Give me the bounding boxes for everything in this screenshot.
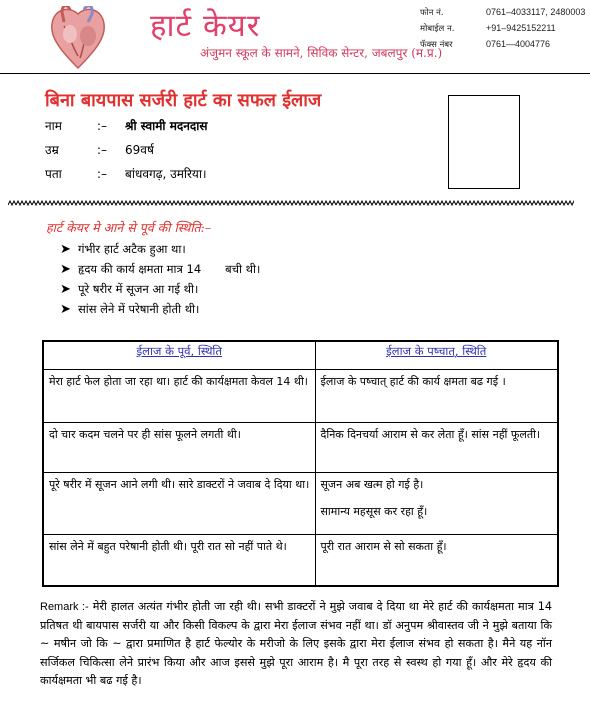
contact-label: मोबाईल न. — [420, 24, 455, 34]
list-item — [60, 259, 260, 279]
field-separator: :– — [97, 119, 108, 133]
list-item — [60, 239, 260, 259]
field-separator: :– — [97, 167, 108, 181]
arrow-bullet-icon: ➤ — [60, 282, 71, 297]
table-row — [43, 370, 558, 423]
cell-after: पूरी रात आराम से सो सकता हूँ। — [315, 535, 558, 587]
header-after: ईलाज के पष्चात्, स्थिति — [315, 341, 558, 370]
cell-before: पूरे षरीर में सूजन आने लगी थी। सारे डाक्टरों ने जवाब दे दिया था। — [43, 473, 315, 535]
contact-label: फोन नं. — [420, 8, 444, 18]
list-item-extra: बची थी। — [225, 262, 261, 276]
cell-before: सांस लेने में बहुत परेषानी होती थी। पूरी रात सो नहीं पाते थे। — [43, 535, 315, 587]
contact-value: 0761–4033117, 2480003 — [486, 7, 586, 17]
remark-paragraph — [40, 598, 552, 691]
cell-after-line: सूजन अब खत्म हो गई है। — [320, 478, 424, 491]
document-title: बिना बायपास सर्जरी हार्ट का सफल ईलाज — [45, 90, 322, 111]
field-address — [45, 165, 207, 182]
brand-name: हार्ट केयर — [150, 8, 261, 44]
contact-label: फॅक्स नंबर — [420, 40, 453, 50]
cell-after: ईलाज के पष्चात् हार्ट की कार्य क्षमता बढ गई । — [315, 370, 558, 423]
cell-after-line: सामान्य महसूस कर रहा हूँ। — [320, 505, 428, 518]
header-divider — [0, 73, 590, 74]
list-item-text: गंभीर हार्ट अटैक हुआ था। — [78, 242, 186, 256]
heart-logo — [40, 6, 115, 72]
contact-value: +91–9425152211 — [486, 23, 556, 33]
table-row — [43, 473, 558, 535]
before-list — [60, 239, 260, 319]
contact-fax — [420, 37, 585, 53]
field-value: बांधवगढ़, उमरिया। — [125, 167, 207, 181]
cell-after — [315, 473, 558, 535]
arrow-bullet-icon: ➤ — [60, 302, 71, 317]
list-item — [60, 299, 260, 319]
list-item-text: सांस लेने में परेषानी होती थी। — [78, 302, 200, 316]
table-header-row — [43, 341, 558, 370]
table-row — [43, 535, 558, 587]
field-label: उम्र — [45, 143, 59, 157]
field-age — [45, 141, 154, 158]
decorative-divider — [8, 199, 574, 207]
field-name — [45, 117, 208, 134]
arrow-bullet-icon: ➤ — [60, 262, 71, 277]
field-value: श्री स्वामी मदनदास — [125, 119, 208, 133]
cell-before: मेरा हार्ट फेल होता जा रहा था। हार्ट की कार्यक्षमता केवल 14 थी। — [43, 370, 315, 423]
cell-before: दो चार कदम चलने पर ही सांस फूलने लगती थी। — [43, 423, 315, 473]
photo-placeholder — [448, 95, 520, 189]
comparison-table — [42, 340, 559, 587]
list-item-text: पूरे षरीर में सूजन आ गई थी। — [78, 282, 199, 296]
clinic-address: अंजुमन स्कूल के सामने, सिविक सेन्टर, जबलपुर (म.प्र.) — [200, 46, 443, 60]
contact-phone — [420, 5, 585, 21]
heart-anatomy-icon — [40, 6, 115, 72]
cell-after: दैनिक दिनचर्या आराम से कर लेता हूँ। सांस नहीं फूलती। — [315, 423, 558, 473]
contact-block — [420, 5, 585, 53]
table-row — [43, 423, 558, 473]
remark-label: Remark :- — [40, 601, 89, 613]
contact-mobile — [420, 21, 585, 37]
contact-value: 0761—4004776 — [486, 39, 551, 49]
field-label: नाम — [45, 119, 62, 133]
arrow-bullet-icon: ➤ — [60, 242, 71, 257]
before-heading: हार्ट केयर मे आने से पूर्व की स्थिति:– — [46, 220, 212, 235]
list-item — [60, 279, 260, 299]
field-separator: :– — [97, 143, 108, 157]
list-item-text: हृदय की कार्य क्षमता मात्र 14 — [78, 262, 202, 276]
remark-text: मेरी हालत अत्यंत गंभीर होती जा रही थी। सभी डाक्टरों ने मुझे जवाब दे दिया था मेरे हार्ट की कार्यक्षमता मात्र 14 प्रतिषत थी बायपास सर्जरी या और किसी विकल्प के द्वारा मेरा ईलाज संभव नहीं था। डॉ अनुपम श्रीवास्तव जी ने मुझे बताया कि ~ मषीन जो कि ~ द्वारा प्रमाणित है हार्ट फेल्योर के मरीजो के लिए इसके द्वारा मेरा ईलाज संभव हो सकता है। मैने यह नॉन सर्जिकल चिकित्सा लेने प्रारंभ किया और आज इससे मुझे पूरा आराम है। मै पूरा तरह से स्वस्थ हो गया हूँ। और मेरे हृदय की कार्यक्षमता भी बढ गई है। — [40, 600, 553, 688]
field-label: पता — [45, 167, 62, 181]
field-value: 69वर्ष — [125, 143, 154, 157]
header-before: ईलाज के पूर्व, स्थिति — [43, 341, 315, 370]
